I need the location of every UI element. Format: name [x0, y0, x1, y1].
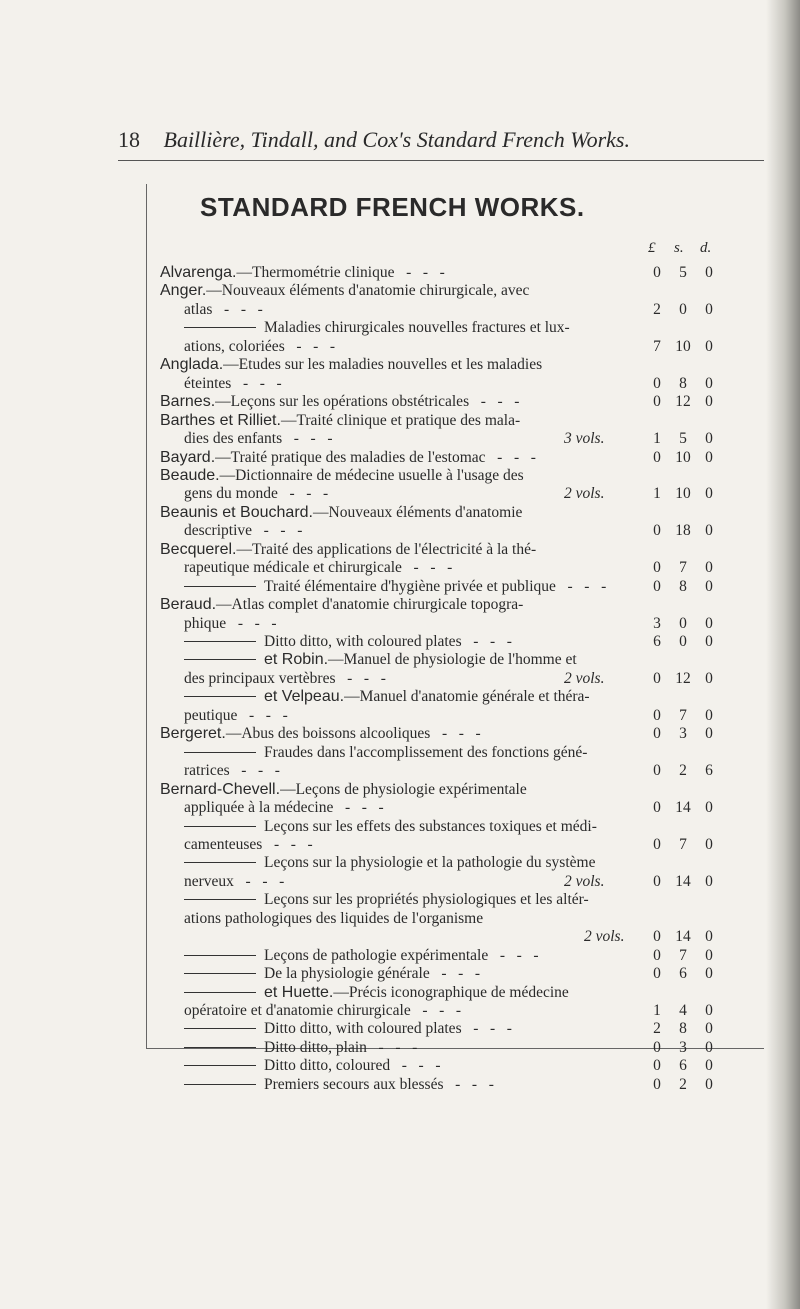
catalogue-entry	[152, 595, 762, 614]
title-text: —Atlas complet d'anatomie chirurgicale topogra-	[216, 596, 524, 614]
price-pounds: 0	[653, 577, 661, 595]
price-pence: 0	[705, 559, 713, 577]
price-shillings: 7	[679, 835, 687, 853]
author-name: Barnes.	[160, 393, 216, 411]
price-pence: 0	[705, 485, 713, 503]
catalogue-entry	[152, 281, 762, 300]
running-title: Baillière, Tindall, and Cox's Standard French Works.	[163, 127, 630, 152]
leader-dashes: - - -	[429, 965, 481, 983]
leader-dashes: - - -	[469, 393, 520, 411]
entry-price	[152, 964, 762, 983]
price-shillings: 18	[675, 522, 691, 540]
title-text: Fraudes dans l'accomplissement des fonctions géné-	[264, 743, 588, 761]
leader-dashes: - - -	[461, 633, 512, 650]
price-shillings: 7	[679, 946, 687, 964]
price-pounds: 3	[653, 614, 661, 632]
author-name: et Velpeau.	[264, 688, 345, 706]
price-pence: 0	[705, 1075, 713, 1093]
price-pence: 0	[705, 799, 713, 817]
price-shillings: 12	[675, 669, 691, 687]
entry-price	[152, 411, 762, 430]
title-text: —Thermométrie clinique	[236, 264, 395, 281]
price-pounds: 0	[653, 1057, 661, 1075]
price-shillings: 0	[679, 300, 687, 318]
catalogue-entry	[152, 743, 762, 762]
entry-price	[152, 706, 762, 725]
price-pounds: 0	[653, 374, 661, 392]
catalogue-entry	[152, 1056, 762, 1075]
leader-dashes: - - -	[401, 559, 453, 577]
price-shillings: 5	[679, 264, 687, 281]
leader-dashes: - - -	[282, 430, 333, 448]
title-text: —Traité des applications de l'électricité à la thé-	[236, 540, 537, 558]
leader-dashes: - - -	[262, 835, 313, 853]
title-text: Ditto ditto, plain	[264, 1038, 367, 1056]
entry-price	[152, 1038, 762, 1057]
price-pounds: 0	[653, 522, 661, 540]
entry-price	[152, 595, 762, 614]
title-text: —Dictionnaire de médecine usuelle à l'usage des	[219, 466, 524, 484]
entry-price	[152, 337, 762, 356]
title-text: Leçons sur les effets des substances toxiques et médi-	[264, 817, 597, 835]
price-pence: 0	[705, 872, 713, 890]
author-name: Anglada.	[160, 356, 224, 374]
entry-price	[152, 650, 762, 669]
price-shillings: 0	[679, 614, 687, 632]
catalogue-entry	[152, 1019, 762, 1038]
leader-dashes: - - -	[231, 374, 282, 392]
price-pence: 0	[705, 1038, 713, 1056]
price-pence: 0	[705, 669, 713, 687]
entry-price	[152, 429, 762, 448]
entry-price	[152, 614, 762, 633]
author-name: Bayard.	[160, 448, 216, 466]
author-name: et Huette.	[264, 983, 334, 1001]
price-pounds: 0	[653, 1038, 661, 1056]
price-shillings: 7	[679, 706, 687, 724]
price-shillings: 8	[679, 577, 687, 595]
title-text: atlas	[184, 300, 213, 318]
title-text: —Abus des boissons alcooliques	[225, 725, 431, 743]
page-number: 18	[118, 127, 140, 152]
author-name: Bergeret.	[160, 725, 226, 743]
price-pence: 0	[705, 835, 713, 853]
entry-price	[152, 484, 762, 503]
volume-count: 2 vols.	[584, 928, 625, 946]
entry-price	[152, 318, 762, 337]
price-pounds: 0	[653, 946, 661, 964]
catalogue-entry	[152, 853, 762, 872]
catalogue-entry	[152, 835, 762, 854]
price-pounds: 0	[653, 762, 661, 780]
catalogue-entry	[152, 300, 762, 319]
entry-price	[152, 780, 762, 799]
title-text: Ditto ditto, with coloured plates	[264, 633, 462, 650]
catalogue-entry	[152, 466, 762, 485]
title-text: De la physiologie générale	[264, 965, 430, 983]
price-shillings: 2	[679, 1075, 687, 1093]
catalogue-entry	[152, 577, 762, 596]
catalogue-entry	[152, 632, 762, 651]
leader-dashes: - - -	[233, 872, 285, 890]
author-name: et Robin.	[264, 651, 329, 669]
title-text: —Etudes sur les maladies nouvelles et les maladies	[223, 356, 543, 374]
entry-price	[152, 1075, 762, 1094]
leader-dashes: - - -	[226, 614, 277, 632]
catalogue-entry	[152, 263, 762, 282]
entry-price	[152, 521, 762, 540]
entry-price	[152, 374, 762, 393]
leader-dashes: - - -	[284, 337, 336, 355]
price-shillings: 5	[679, 430, 687, 448]
title-text: Ditto ditto, coloured	[264, 1057, 391, 1075]
book-edge-shadow	[766, 0, 800, 1309]
catalogue-entry	[152, 1038, 762, 1057]
title-text: —Manuel d'anatomie générale et théra-	[344, 688, 590, 706]
price-pence: 0	[705, 337, 713, 355]
catalogue-entry	[152, 448, 762, 467]
price-pounds: 0	[653, 706, 661, 724]
entry-price	[152, 281, 762, 300]
entry-price	[152, 909, 762, 928]
title-text: —Manuel de physiologie de l'homme et	[328, 651, 577, 669]
price-pounds: 1	[653, 430, 661, 448]
title-text: appliquée à la médecine	[184, 799, 334, 817]
price-pence: 0	[705, 300, 713, 318]
leader-dashes: - - -	[485, 448, 536, 466]
volume-count: 2 vols.	[564, 485, 605, 503]
price-shillings: 4	[679, 1002, 687, 1019]
price-pence: 0	[705, 946, 713, 964]
price-pounds: 0	[653, 559, 661, 577]
price-shillings: 3	[679, 725, 687, 743]
price-pence: 0	[705, 374, 713, 392]
catalogue-entry	[152, 1001, 762, 1020]
price-pounds: 0	[653, 965, 661, 983]
volume-count: 2 vols.	[564, 669, 605, 687]
price-pence: 0	[705, 706, 713, 724]
author-name: Barthes et Rilliet.	[160, 411, 281, 429]
header-rule	[118, 160, 764, 161]
price-pence: 0	[705, 448, 713, 466]
price-pounds: 0	[653, 872, 661, 890]
price-pence: 0	[705, 577, 713, 595]
catalogue-entry	[152, 521, 762, 540]
leader-dashes: - - -	[430, 725, 481, 743]
leader-dashes: - - -	[461, 1020, 512, 1038]
catalogue-entry	[152, 798, 762, 817]
price-shillings: 6	[679, 965, 687, 983]
leader-dashes: - - -	[335, 669, 386, 687]
entry-price	[152, 540, 762, 559]
price-pounds: 0	[653, 1075, 661, 1093]
price-pence: 0	[705, 1057, 713, 1075]
price-pence: 0	[705, 1002, 713, 1019]
catalogue-entry	[152, 558, 762, 577]
leader-dashes: - - -	[237, 706, 288, 724]
price-pence: 0	[705, 928, 713, 946]
author-name: Becquerel.	[160, 540, 237, 558]
price-pence: 0	[705, 393, 713, 411]
entry-price	[152, 503, 762, 522]
leader-dashes: - - -	[390, 1057, 441, 1075]
title-text: —Nouveaux éléments d'anatomie	[313, 503, 523, 521]
price-pence: 0	[705, 430, 713, 448]
price-pounds: 7	[653, 337, 661, 355]
price-shillings: 10	[675, 485, 691, 503]
leader-dashes: - - -	[366, 1038, 418, 1056]
title-text: —Précis iconographique de médecine	[333, 983, 569, 1001]
entry-price	[152, 687, 762, 706]
title-text: —Leçons de physiologie expérimentale	[280, 780, 527, 798]
price-pounds: 2	[653, 300, 661, 318]
title-text: dies des enfants	[184, 430, 283, 448]
title-text: gens du monde	[184, 485, 278, 503]
price-pounds: 0	[653, 835, 661, 853]
title-text: ations, coloriées	[184, 337, 285, 355]
title-text: éteintes	[184, 374, 232, 392]
price-shillings: 7	[679, 559, 687, 577]
price-shillings: 14	[675, 872, 691, 890]
entry-price	[152, 872, 762, 891]
catalogue-entry	[152, 927, 762, 946]
catalogue-entry	[152, 411, 762, 430]
title-text: rapeutique médicale et chirurgicale	[184, 559, 402, 577]
title-text: —Leçons sur les opérations obstétricales	[215, 393, 470, 411]
catalogue-entry	[152, 669, 762, 688]
entry-price	[152, 577, 762, 596]
author-name: Beaunis et Bouchard.	[160, 503, 313, 521]
price-pounds: 0	[653, 928, 661, 946]
entry-price	[152, 724, 762, 743]
title-text: phique	[184, 614, 227, 632]
entry-price	[152, 355, 762, 374]
price-pounds: 1	[653, 1002, 661, 1019]
catalogue-entry	[152, 909, 762, 928]
entry-price	[152, 1056, 762, 1075]
title-text: des principaux vertèbres	[184, 669, 336, 687]
entry-price	[152, 1001, 762, 1020]
entry-price	[152, 743, 762, 762]
price-pounds: 0	[653, 393, 661, 411]
title-text: Premiers secours aux blessés	[264, 1075, 444, 1093]
title-text: —Traité clinique et pratique des mala-	[280, 411, 521, 429]
author-name: Alvarenga.	[160, 264, 237, 281]
title-text: Maladies chirurgicales nouvelles fractures et lux-	[264, 319, 570, 337]
entry-price	[152, 448, 762, 467]
leader-dashes: - - -	[212, 300, 263, 318]
catalogue-entry	[152, 650, 762, 669]
entry-price	[152, 632, 762, 651]
section-title: STANDARD FRENCH WORKS.	[200, 192, 585, 222]
title-text: peutique	[184, 706, 238, 724]
catalogue-entry	[152, 337, 762, 356]
entry-price	[152, 1019, 762, 1038]
title-text: —Traité pratique des maladies de l'estomac	[215, 448, 486, 466]
catalogue-entry	[152, 318, 762, 337]
catalogue-entry	[152, 946, 762, 965]
price-pence: 0	[705, 633, 713, 650]
pence-heading: d.	[700, 240, 712, 256]
title-text: Leçons sur les propriétés physiologiques et les altér-	[264, 891, 589, 909]
price-pounds: 0	[653, 448, 661, 466]
running-head	[118, 127, 768, 153]
entry-price	[152, 946, 762, 965]
price-pence: 0	[705, 725, 713, 743]
catalogue-entry	[152, 540, 762, 559]
entry-price	[152, 263, 762, 282]
price-pence: 0	[705, 264, 713, 281]
title-text: Traité élémentaire d'hygiène privée et publique	[264, 577, 556, 595]
price-shillings: 8	[679, 374, 687, 392]
shillings-heading: s.	[674, 240, 684, 256]
price-pounds: 0	[653, 799, 661, 817]
leader-dashes: - - -	[555, 577, 607, 595]
price-shillings: 10	[675, 337, 691, 355]
author-name: Anger.	[160, 282, 207, 300]
price-pounds: 0	[653, 264, 661, 281]
entry-price	[152, 558, 762, 577]
catalogue-entry	[152, 392, 762, 411]
price-pence: 0	[705, 1020, 713, 1038]
author-name: Beraud.	[160, 596, 217, 614]
price-shillings: 0	[679, 633, 687, 650]
leader-dashes: - - -	[333, 799, 384, 817]
title-text: ations pathologiques des liquides de l'organisme	[184, 909, 484, 927]
catalogue-entry	[152, 817, 762, 836]
catalogue-entry	[152, 429, 762, 448]
entry-price	[152, 761, 762, 780]
entry-price	[152, 798, 762, 817]
price-shillings: 2	[679, 762, 687, 780]
price-pence: 6	[705, 762, 713, 780]
pounds-heading: £	[648, 240, 656, 256]
title-text: nerveux	[184, 872, 234, 890]
catalogue-entry	[152, 761, 762, 780]
price-pounds: 6	[653, 633, 661, 650]
author-name: Beaude.	[160, 466, 220, 484]
price-pounds: 2	[653, 1020, 661, 1038]
price-pence: 0	[705, 614, 713, 632]
title-text: Leçons sur la physiologie et la pathologie du système	[264, 854, 596, 872]
leader-dashes: - - -	[410, 1002, 462, 1019]
title-text: ratrices	[184, 762, 230, 780]
price-pounds: 1	[653, 485, 661, 503]
entry-price	[152, 817, 762, 836]
leader-dashes: - - -	[488, 946, 539, 964]
price-pence: 0	[705, 965, 713, 983]
title-text: descriptive	[184, 522, 253, 540]
price-shillings: 14	[675, 799, 691, 817]
entry-price	[152, 835, 762, 854]
price-pence: 0	[705, 522, 713, 540]
catalogue-entry	[152, 983, 762, 1002]
catalogue-entry	[152, 890, 762, 909]
catalogue-entry	[152, 355, 762, 374]
price-shillings: 10	[675, 448, 691, 466]
title-text: camenteuses	[184, 835, 263, 853]
entry-price	[152, 853, 762, 872]
catalogue-entry	[152, 503, 762, 522]
price-shillings: 12	[675, 393, 691, 411]
title-text: —Nouveaux éléments d'anatomie chirurgicale, avec	[206, 282, 530, 300]
title-text: opératoire et d'anatomie chirurgicale	[184, 1002, 411, 1019]
entry-price	[152, 890, 762, 909]
entry-price	[152, 927, 762, 946]
catalogue-entry	[152, 780, 762, 799]
catalogue-entry	[152, 374, 762, 393]
title-text: Ditto ditto, with coloured plates	[264, 1020, 462, 1038]
leader-dashes: - - -	[394, 264, 445, 281]
catalogue-entry	[152, 687, 762, 706]
volume-count: 3 vols.	[564, 430, 605, 448]
catalogue-entry	[152, 484, 762, 503]
catalogue-entry	[152, 872, 762, 891]
leader-dashes: - - -	[277, 485, 329, 503]
catalogue-entry	[152, 964, 762, 983]
price-pounds: 0	[653, 725, 661, 743]
price-pounds: 0	[653, 669, 661, 687]
price-shillings: 3	[679, 1038, 687, 1056]
price-shillings: 6	[679, 1057, 687, 1075]
catalogue-entry	[152, 724, 762, 743]
price-shillings: 14	[675, 928, 691, 946]
entry-price	[152, 466, 762, 485]
entry-price	[152, 669, 762, 688]
catalogue-entry	[152, 1075, 762, 1094]
catalogue-entry	[152, 706, 762, 725]
leader-dashes: - - -	[229, 762, 280, 780]
entry-price	[152, 392, 762, 411]
entry-price	[152, 300, 762, 319]
entry-price	[152, 983, 762, 1002]
leader-dashes: - - -	[443, 1075, 494, 1093]
leader-dashes: - - -	[252, 522, 303, 540]
title-text: Leçons de pathologie expérimentale	[264, 946, 489, 964]
volume-count: 2 vols.	[564, 872, 605, 890]
author-name: Bernard-Chevell.	[160, 780, 281, 798]
price-shillings: 8	[679, 1020, 687, 1038]
catalogue-entry	[152, 614, 762, 633]
